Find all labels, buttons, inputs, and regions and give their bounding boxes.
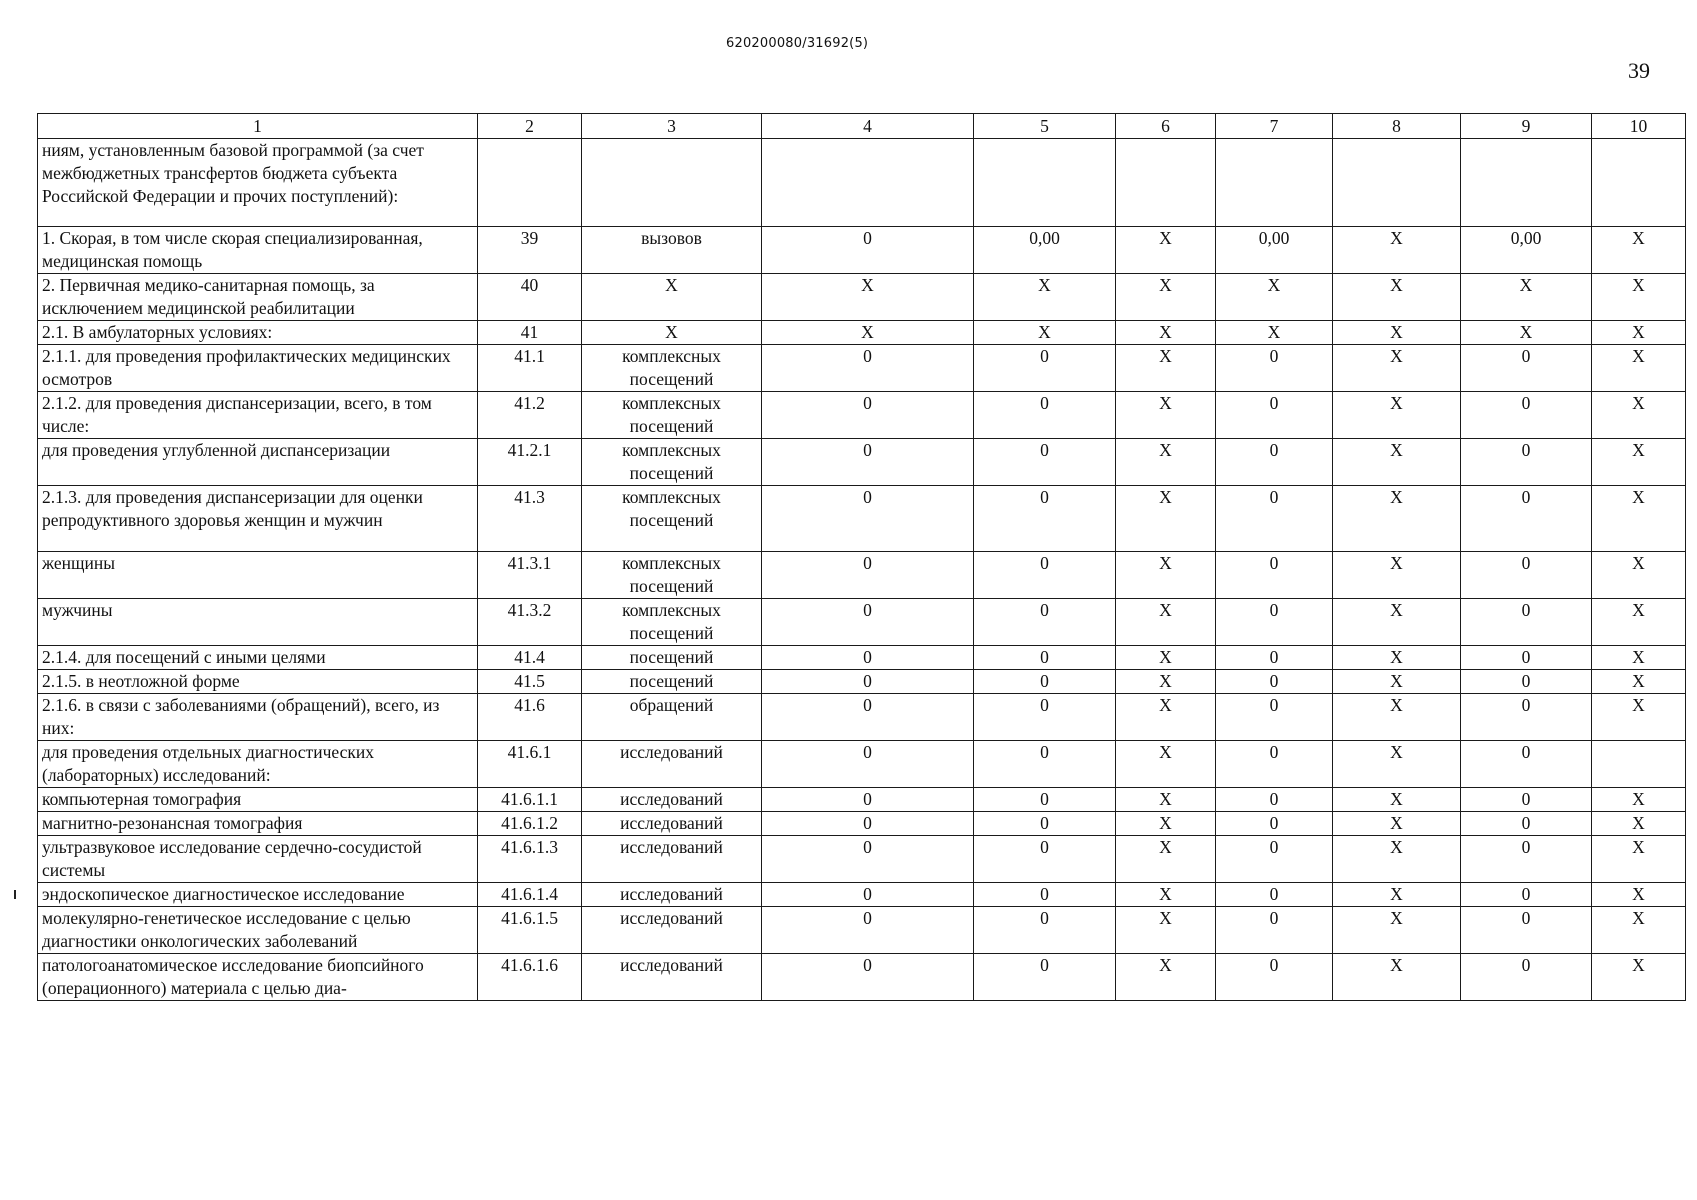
table-cell-col-6: Х: [1116, 227, 1216, 274]
table-cell-col-8: Х: [1333, 439, 1461, 486]
column-header-8: 8: [1333, 114, 1461, 139]
table-cell-col-5: 0: [974, 439, 1116, 486]
table-cell-col-3: комплексных посещений: [582, 599, 762, 646]
table-cell-col-1: для проведения отдельных диагностических (лабораторных) исследований:: [38, 741, 478, 788]
table-row: [38, 321, 1686, 345]
table-cell-col-8: Х: [1333, 954, 1461, 1001]
table-cell-col-8: Х: [1333, 812, 1461, 836]
table-cell-col-4: 0: [762, 694, 974, 741]
table-cell-col-1: ультразвуковое исследование сердечно-сосудистой системы: [38, 836, 478, 883]
table-cell-col-2: 41: [478, 321, 582, 345]
table-cell-col-2: 41.3.1: [478, 552, 582, 599]
table-cell-col-9: Х: [1461, 321, 1592, 345]
table-cell-col-6: Х: [1116, 741, 1216, 788]
column-header-4: 4: [762, 114, 974, 139]
table-cell-col-2: 41.4: [478, 646, 582, 670]
data-table: [37, 113, 1686, 1001]
table-cell-col-9: 0: [1461, 439, 1592, 486]
table-cell-col-9: 0: [1461, 552, 1592, 599]
table-cell-col-1: 1. Скорая, в том числе скорая специализированная, медицинская помощь: [38, 227, 478, 274]
table-cell-col-8: Х: [1333, 321, 1461, 345]
table-cell-col-6: Х: [1116, 486, 1216, 552]
table-cell-col-5: [974, 139, 1116, 227]
table-cell-col-10: Х: [1592, 907, 1686, 954]
table-cell-col-3: исследований: [582, 788, 762, 812]
table-cell-col-4: 0: [762, 486, 974, 552]
table-cell-col-6: Х: [1116, 345, 1216, 392]
table-cell-col-6: Х: [1116, 599, 1216, 646]
table-cell-col-6: Х: [1116, 954, 1216, 1001]
table-cell-col-3: исследований: [582, 836, 762, 883]
table-cell-col-8: Х: [1333, 836, 1461, 883]
table-row: [38, 954, 1686, 1001]
table-cell-col-10: Х: [1592, 646, 1686, 670]
table-cell-col-6: Х: [1116, 788, 1216, 812]
table-row: [38, 694, 1686, 741]
table-cell-col-2: 40: [478, 274, 582, 321]
table-cell-col-7: 0: [1216, 599, 1333, 646]
table-cell-col-5: 0: [974, 954, 1116, 1001]
margin-mark: [14, 890, 16, 899]
column-header-9: 9: [1461, 114, 1592, 139]
table-cell-col-9: 0: [1461, 954, 1592, 1001]
column-header-3: 3: [582, 114, 762, 139]
table-cell-col-10: Х: [1592, 552, 1686, 599]
table-cell-col-1: 2.1.3. для проведения диспансеризации для оценки репродуктивного здоровья женщин и мужчин: [38, 486, 478, 552]
column-header-1: 1: [38, 114, 478, 139]
table-cell-col-3: вызовов: [582, 227, 762, 274]
table-cell-col-3: комплексных посещений: [582, 552, 762, 599]
table-row: [38, 274, 1686, 321]
table-cell-col-8: Х: [1333, 227, 1461, 274]
table-cell-col-10: [1592, 741, 1686, 788]
table-cell-col-10: Х: [1592, 486, 1686, 552]
table-row: [38, 741, 1686, 788]
table-cell-col-1: 2.1.2. для проведения диспансеризации, всего, в том числе:: [38, 392, 478, 439]
table-cell-col-4: 0: [762, 552, 974, 599]
table-cell-col-10: [1592, 139, 1686, 227]
table-cell-col-5: Х: [974, 321, 1116, 345]
column-header-2: 2: [478, 114, 582, 139]
table-cell-col-9: 0: [1461, 788, 1592, 812]
table-cell-col-5: 0: [974, 392, 1116, 439]
table-cell-col-10: Х: [1592, 836, 1686, 883]
column-header-6: 6: [1116, 114, 1216, 139]
table-cell-col-1: эндоскопическое диагностическое исследование: [38, 883, 478, 907]
table-cell-col-10: Х: [1592, 274, 1686, 321]
table-cell-col-7: 0: [1216, 836, 1333, 883]
table-cell-col-10: Х: [1592, 392, 1686, 439]
table-cell-col-1: 2.1.4. для посещений с иными целями: [38, 646, 478, 670]
table-cell-col-7: 0: [1216, 670, 1333, 694]
table-cell-col-7: 0: [1216, 883, 1333, 907]
table-cell-col-4: Х: [762, 321, 974, 345]
table-cell-col-8: Х: [1333, 788, 1461, 812]
table-cell-col-10: Х: [1592, 670, 1686, 694]
table-cell-col-2: 41.6.1.3: [478, 836, 582, 883]
table-cell-col-9: 0: [1461, 646, 1592, 670]
table-row: [38, 552, 1686, 599]
table-cell-col-6: Х: [1116, 694, 1216, 741]
table-cell-col-2: [478, 139, 582, 227]
table-cell-col-10: Х: [1592, 788, 1686, 812]
table-cell-col-5: 0: [974, 788, 1116, 812]
table-cell-col-3: исследований: [582, 741, 762, 788]
table-cell-col-7: 0: [1216, 439, 1333, 486]
table-cell-col-3: исследований: [582, 883, 762, 907]
table-cell-col-6: Х: [1116, 392, 1216, 439]
table-row: [38, 345, 1686, 392]
table-cell-col-9: 0: [1461, 670, 1592, 694]
column-number-row: [38, 114, 1686, 139]
table-row: [38, 139, 1686, 227]
table-cell-col-4: 0: [762, 788, 974, 812]
table-cell-col-4: 0: [762, 227, 974, 274]
table-row: [38, 907, 1686, 954]
table-cell-col-5: 0: [974, 883, 1116, 907]
table-cell-col-1: патологоанатомическое исследование биопсийного (операционного) материала с целью диа-: [38, 954, 478, 1001]
table-cell-col-3: Х: [582, 321, 762, 345]
table-cell-col-2: 41.6.1.1: [478, 788, 582, 812]
table-cell-col-10: Х: [1592, 954, 1686, 1001]
table-cell-col-5: 0: [974, 741, 1116, 788]
table-cell-col-8: Х: [1333, 694, 1461, 741]
table-cell-col-8: Х: [1333, 392, 1461, 439]
table-cell-col-6: Х: [1116, 552, 1216, 599]
table-cell-col-8: Х: [1333, 599, 1461, 646]
table-cell-col-4: 0: [762, 812, 974, 836]
table-cell-col-5: Х: [974, 274, 1116, 321]
table-cell-col-1: 2.1.6. в связи с заболеваниями (обращений), всего, из них:: [38, 694, 478, 741]
column-header-5: 5: [974, 114, 1116, 139]
table-cell-col-2: 41.3.2: [478, 599, 582, 646]
table-cell-col-2: 41.6.1: [478, 741, 582, 788]
table-cell-col-2: 41.6.1.4: [478, 883, 582, 907]
table-cell-col-5: 0: [974, 599, 1116, 646]
table-cell-col-7: 0: [1216, 694, 1333, 741]
table-cell-col-4: 0: [762, 670, 974, 694]
table-cell-col-2: 39: [478, 227, 582, 274]
table-cell-col-3: посещений: [582, 670, 762, 694]
table-cell-col-3: комплексных посещений: [582, 392, 762, 439]
table-row: [38, 486, 1686, 552]
table-cell-col-4: 0: [762, 439, 974, 486]
table-cell-col-8: Х: [1333, 741, 1461, 788]
table-cell-col-9: 0,00: [1461, 227, 1592, 274]
table-body: [38, 139, 1686, 1001]
table-cell-col-10: Х: [1592, 883, 1686, 907]
table-cell-col-4: 0: [762, 345, 974, 392]
table-cell-col-5: 0,00: [974, 227, 1116, 274]
table-cell-col-4: [762, 139, 974, 227]
table-cell-col-4: 0: [762, 599, 974, 646]
table-cell-col-5: 0: [974, 812, 1116, 836]
table-cell-col-9: [1461, 139, 1592, 227]
table-cell-col-6: Х: [1116, 907, 1216, 954]
table-cell-col-1: мужчины: [38, 599, 478, 646]
table-cell-col-8: Х: [1333, 883, 1461, 907]
table-cell-col-8: Х: [1333, 486, 1461, 552]
table-row: [38, 439, 1686, 486]
table-cell-col-4: 0: [762, 954, 974, 1001]
table-cell-col-5: 0: [974, 646, 1116, 670]
table-cell-col-7: [1216, 139, 1333, 227]
table-cell-col-8: Х: [1333, 345, 1461, 392]
table-cell-col-4: 0: [762, 907, 974, 954]
table-cell-col-7: 0: [1216, 646, 1333, 670]
table-cell-col-2: 41.6.1.6: [478, 954, 582, 1001]
table-cell-col-2: 41.5: [478, 670, 582, 694]
table-cell-col-3: исследований: [582, 812, 762, 836]
table-cell-col-5: 0: [974, 836, 1116, 883]
table-cell-col-1: для проведения углубленной диспансеризации: [38, 439, 478, 486]
table-cell-col-3: исследований: [582, 907, 762, 954]
table-cell-col-7: 0,00: [1216, 227, 1333, 274]
table-cell-col-1: молекулярно-генетическое исследование с целью диагностики онкологических заболеваний: [38, 907, 478, 954]
table-cell-col-6: [1116, 139, 1216, 227]
table-row: [38, 788, 1686, 812]
table-cell-col-4: 0: [762, 741, 974, 788]
table-cell-col-9: 0: [1461, 392, 1592, 439]
table-cell-col-2: 41.6: [478, 694, 582, 741]
table-cell-col-3: посещений: [582, 646, 762, 670]
table-cell-col-8: Х: [1333, 907, 1461, 954]
table-cell-col-6: Х: [1116, 812, 1216, 836]
table-cell-col-9: 0: [1461, 599, 1592, 646]
table-cell-col-9: 0: [1461, 812, 1592, 836]
table-cell-col-7: Х: [1216, 274, 1333, 321]
table-cell-col-6: Х: [1116, 646, 1216, 670]
table-cell-col-7: 0: [1216, 954, 1333, 1001]
table-cell-col-6: Х: [1116, 274, 1216, 321]
table-cell-col-5: 0: [974, 345, 1116, 392]
table-row: [38, 227, 1686, 274]
table-row: [38, 646, 1686, 670]
table-cell-col-3: комплексных посещений: [582, 486, 762, 552]
table-cell-col-1: 2. Первичная медико-санитарная помощь, за исключением медицинской реабилитации: [38, 274, 478, 321]
table-cell-col-5: 0: [974, 907, 1116, 954]
table-cell-col-7: 0: [1216, 788, 1333, 812]
table-cell-col-2: 41.2: [478, 392, 582, 439]
table-cell-col-5: 0: [974, 552, 1116, 599]
document-id: 620200080/31692(5): [726, 36, 869, 51]
table-cell-col-9: 0: [1461, 345, 1592, 392]
table-cell-col-1: магнитно-резонансная томография: [38, 812, 478, 836]
table-cell-col-2: 41.6.1.5: [478, 907, 582, 954]
table-cell-col-8: Х: [1333, 670, 1461, 694]
table-cell-col-3: обращений: [582, 694, 762, 741]
table-cell-col-7: 0: [1216, 552, 1333, 599]
table-cell-col-3: Х: [582, 274, 762, 321]
table-cell-col-7: 0: [1216, 741, 1333, 788]
table-cell-col-1: женщины: [38, 552, 478, 599]
table-cell-col-7: 0: [1216, 812, 1333, 836]
table-cell-col-2: 41.6.1.2: [478, 812, 582, 836]
table-cell-col-1: ниям, установленным базовой программой (за счет межбюджетных трансфертов бюджета субъекта Российской Федерации и прочих поступлений):: [38, 139, 478, 227]
table-cell-col-9: 0: [1461, 694, 1592, 741]
table-cell-col-7: 0: [1216, 486, 1333, 552]
table-cell-col-9: 0: [1461, 907, 1592, 954]
table-cell-col-9: 0: [1461, 486, 1592, 552]
table-cell-col-9: 0: [1461, 741, 1592, 788]
table-cell-col-7: Х: [1216, 321, 1333, 345]
table-row: [38, 392, 1686, 439]
table-cell-col-10: Х: [1592, 227, 1686, 274]
table-cell-col-6: Х: [1116, 439, 1216, 486]
table-cell-col-4: 0: [762, 883, 974, 907]
table-cell-col-9: 0: [1461, 883, 1592, 907]
table-cell-col-9: Х: [1461, 274, 1592, 321]
table-cell-col-8: [1333, 139, 1461, 227]
table-cell-col-4: 0: [762, 646, 974, 670]
table-cell-col-10: Х: [1592, 599, 1686, 646]
table-cell-col-2: 41.1: [478, 345, 582, 392]
table-cell-col-1: 2.1.1. для проведения профилактических медицинских осмотров: [38, 345, 478, 392]
table-cell-col-9: 0: [1461, 836, 1592, 883]
table-cell-col-10: Х: [1592, 321, 1686, 345]
page-number: 39: [1628, 58, 1650, 83]
table-cell-col-3: [582, 139, 762, 227]
table-cell-col-5: 0: [974, 486, 1116, 552]
table-cell-col-10: Х: [1592, 345, 1686, 392]
table-cell-col-7: 0: [1216, 392, 1333, 439]
table-cell-col-8: Х: [1333, 646, 1461, 670]
table-row: [38, 670, 1686, 694]
column-header-10: 10: [1592, 114, 1686, 139]
table-cell-col-4: 0: [762, 392, 974, 439]
table-row: [38, 812, 1686, 836]
table-row: [38, 836, 1686, 883]
table-cell-col-8: Х: [1333, 552, 1461, 599]
column-header-7: 7: [1216, 114, 1333, 139]
table-row: [38, 883, 1686, 907]
table-cell-col-6: Х: [1116, 883, 1216, 907]
table-cell-col-4: Х: [762, 274, 974, 321]
table-cell-col-3: исследований: [582, 954, 762, 1001]
table-cell-col-1: 2.1.5. в неотложной форме: [38, 670, 478, 694]
table-cell-col-4: 0: [762, 836, 974, 883]
table-cell-col-7: 0: [1216, 345, 1333, 392]
table-cell-col-10: Х: [1592, 439, 1686, 486]
table-cell-col-6: Х: [1116, 321, 1216, 345]
table-cell-col-10: Х: [1592, 694, 1686, 741]
table-cell-col-1: 2.1. В амбулаторных условиях:: [38, 321, 478, 345]
table-cell-col-2: 41.3: [478, 486, 582, 552]
table-row: [38, 599, 1686, 646]
table-cell-col-5: 0: [974, 694, 1116, 741]
table-cell-col-6: Х: [1116, 670, 1216, 694]
table-cell-col-5: 0: [974, 670, 1116, 694]
table-cell-col-6: Х: [1116, 836, 1216, 883]
table-cell-col-1: компьютерная томография: [38, 788, 478, 812]
table-cell-col-2: 41.2.1: [478, 439, 582, 486]
table-cell-col-3: комплексных посещений: [582, 439, 762, 486]
table-cell-col-3: комплексных посещений: [582, 345, 762, 392]
table-cell-col-7: 0: [1216, 907, 1333, 954]
table-cell-col-10: Х: [1592, 812, 1686, 836]
table-cell-col-8: Х: [1333, 274, 1461, 321]
